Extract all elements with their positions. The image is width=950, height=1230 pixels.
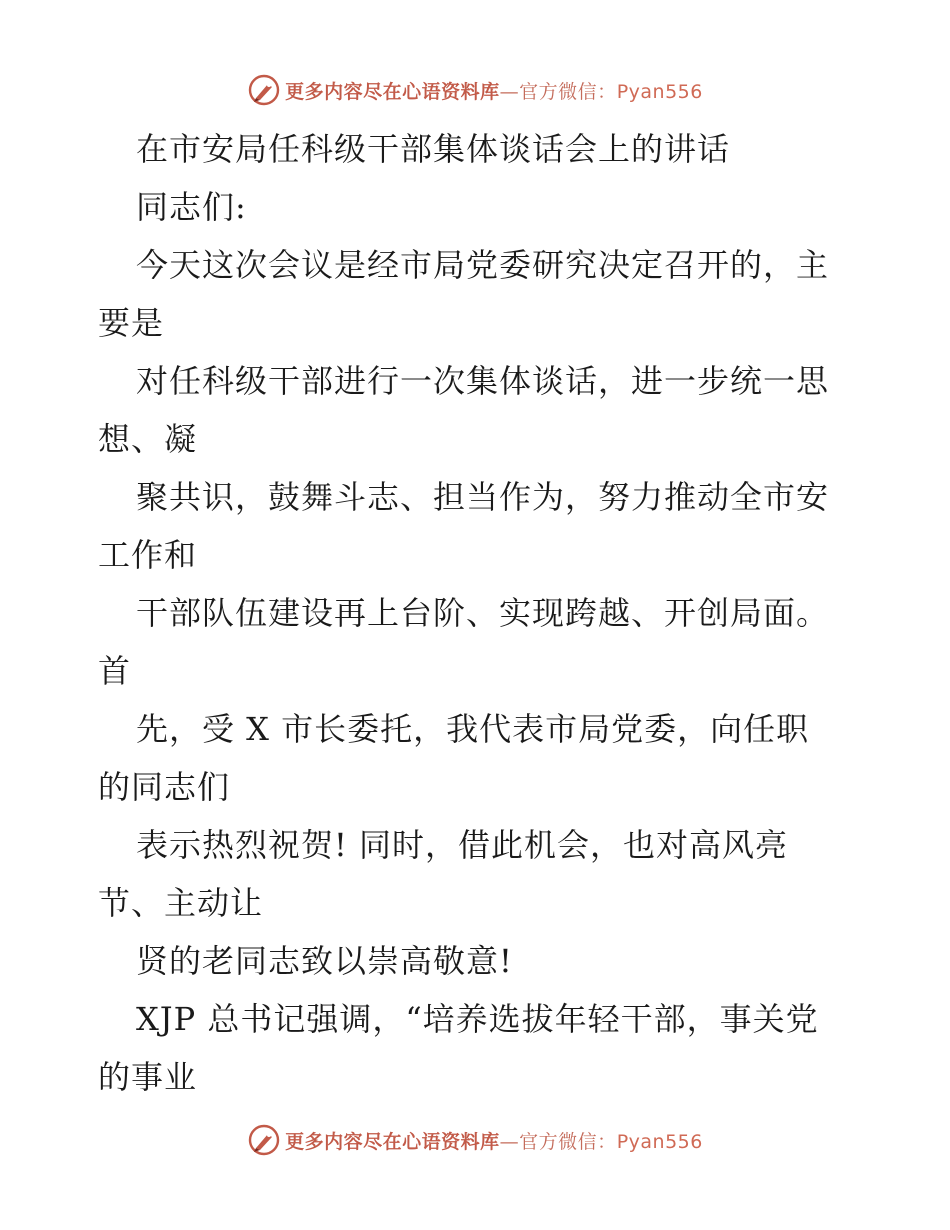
paragraph-line: 的同志们 (98, 768, 231, 806)
watermark-dash: — (499, 1130, 520, 1153)
paragraph-line: 要是 (98, 304, 165, 342)
footer-watermark (0, 1120, 950, 1160)
watermark-main: 更多内容尽在心语资料库 (285, 1130, 500, 1153)
watermark-sub: 官方微信： (519, 1130, 617, 1153)
salutation: 同志们: (136, 188, 247, 226)
watermark-text (285, 77, 703, 104)
document-title: 在市安局任科级干部集体谈话会上的讲话 (136, 130, 731, 168)
watermark-sub: 官方微信： (519, 80, 617, 103)
paragraph-line: 工作和 (98, 536, 198, 574)
watermark-wechat-id: Pyan556 (616, 1130, 703, 1153)
watermark-dash: — (499, 80, 520, 103)
paragraph-line: 对任科级干部进行一次集体谈话，进一步统一思 (136, 362, 830, 400)
document-body (98, 120, 858, 1106)
paragraph-line: 想、凝 (98, 420, 198, 458)
paragraph-line: 先，受 X 市长委托，我代表市局党委，向任职 (136, 710, 810, 748)
watermark-wechat-id: Pyan556 (616, 80, 703, 103)
pen-logo-icon (247, 73, 281, 107)
paragraph-line: 表示热烈祝贺! 同时，借此机会，也对高风亮 (136, 826, 789, 864)
header-watermark (0, 70, 950, 110)
paragraph-line: 干部队伍建设再上台阶、实现跨越、开创局面。 (136, 594, 830, 632)
paragraph-line: 今天这次会议是经市局党委研究决定召开的，主 (136, 246, 830, 284)
paragraph-line: 的事业 (98, 1058, 198, 1096)
paragraph-line: XJP 总书记强调，“培养选拔年轻干部，事关党 (136, 1000, 819, 1038)
paragraph-line: 贤的老同志致以崇高敬意! (136, 942, 513, 980)
paragraph-line: 聚共识，鼓舞斗志、担当作为，努力推动全市安 (136, 478, 830, 516)
pen-logo-icon (247, 1123, 281, 1157)
paragraph-line: 节、主动让 (98, 884, 264, 922)
paragraph-line: 首 (98, 652, 132, 690)
watermark-text (285, 1127, 703, 1154)
watermark-main: 更多内容尽在心语资料库 (285, 80, 500, 103)
